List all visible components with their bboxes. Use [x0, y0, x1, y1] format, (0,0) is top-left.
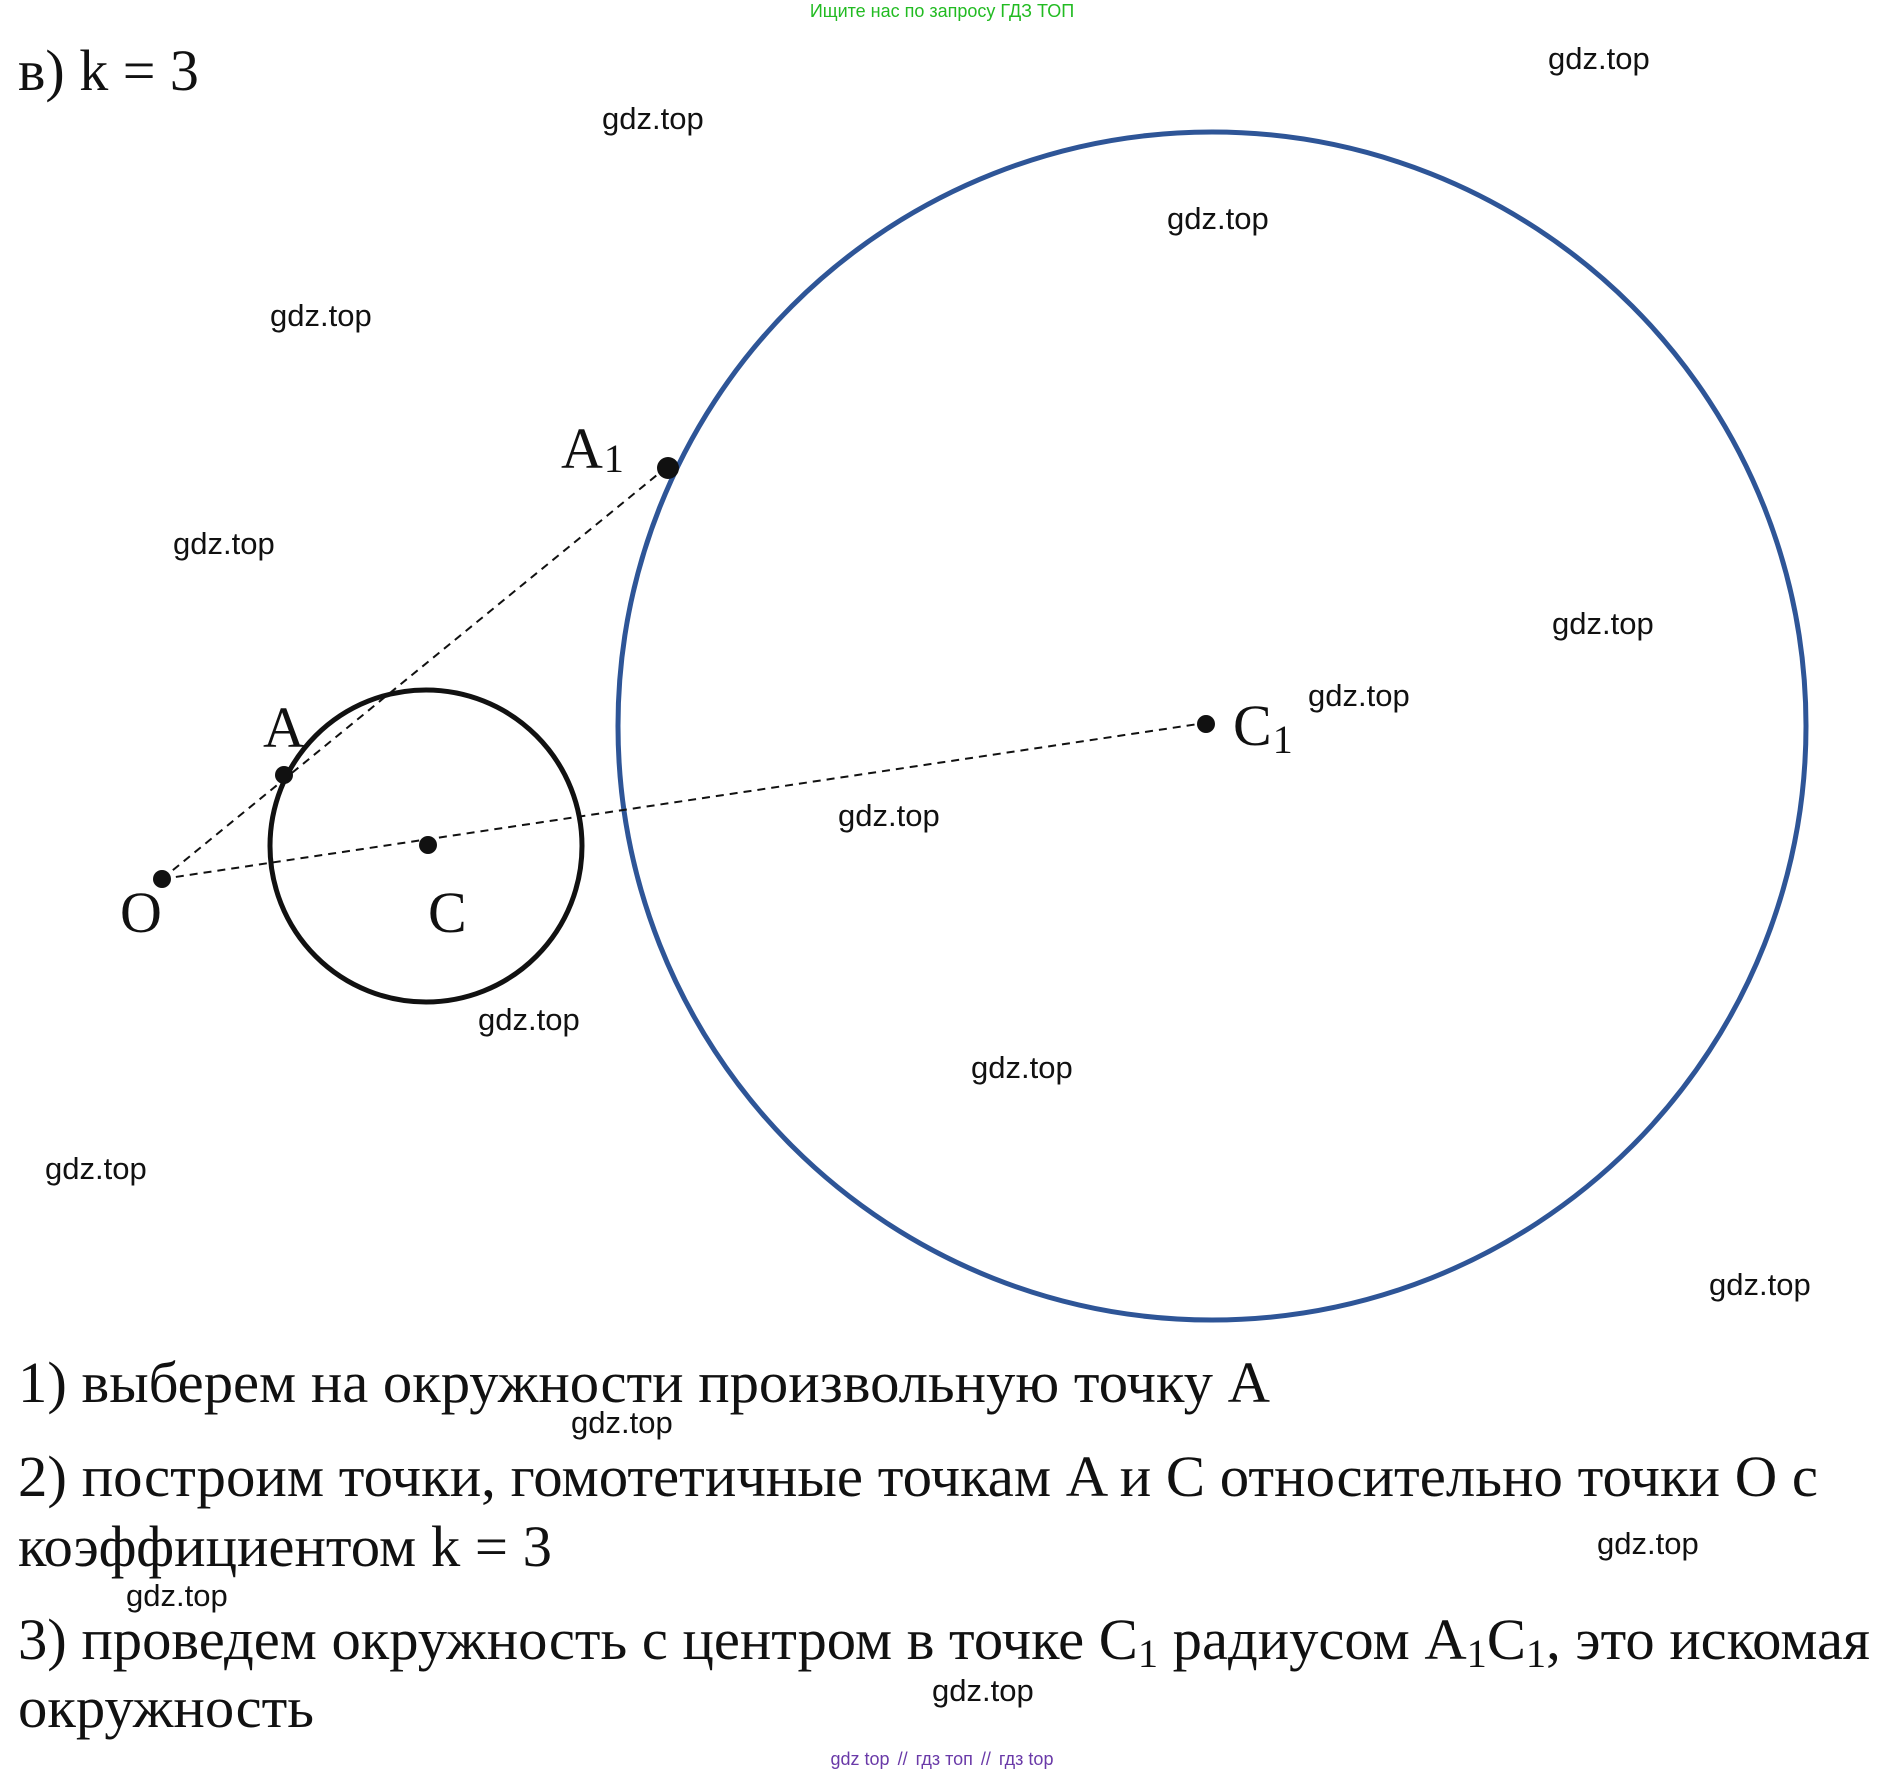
watermark: gdz.top — [1552, 606, 1654, 641]
label-c: C — [428, 880, 467, 945]
point-a — [275, 766, 293, 784]
step-2-line-1: 2) построим точки, гомотетичные точкам A и C относительно точки O с — [18, 1444, 1819, 1509]
watermark: gdz.top — [173, 526, 275, 561]
point-c — [419, 836, 437, 854]
watermark: gdz.top — [270, 298, 372, 333]
watermark: gdz.top — [838, 798, 940, 833]
label-a: A — [263, 695, 305, 760]
step-3-line-2: окружность — [18, 1675, 314, 1740]
watermark: gdz.top — [478, 1002, 580, 1037]
watermark: gdz.top — [1167, 201, 1269, 236]
footer-link-3[interactable]: гдз top — [998, 1749, 1054, 1769]
watermark: gdz.top — [932, 1673, 1034, 1708]
watermark: gdz.top — [971, 1050, 1073, 1085]
watermark: gdz.top — [1709, 1267, 1811, 1302]
top-banner: Ищите нас по запросу ГДЗ ТОП — [809, 1, 1075, 21]
ray-o-c1 — [162, 723, 1205, 879]
footer-link-2[interactable]: гдз топ — [915, 1749, 973, 1769]
watermark: gdz.top — [602, 101, 704, 136]
footer-links: gdz top // гдз топ // гдз top — [830, 1749, 1054, 1769]
watermark: gdz.top — [1308, 678, 1410, 713]
watermark: gdz.top — [1597, 1526, 1699, 1561]
step-2-line-2: коэффициентом k = 3 — [18, 1514, 552, 1579]
footer-link-1[interactable]: gdz top — [830, 1749, 890, 1769]
watermark: gdz.top — [126, 1578, 228, 1613]
point-c1 — [1197, 715, 1215, 733]
task-heading: в) k = 3 — [18, 38, 199, 103]
watermark: gdz.top — [45, 1151, 147, 1186]
label-a1: A1 — [561, 416, 624, 481]
label-o: O — [120, 880, 162, 945]
point-a1 — [657, 457, 679, 479]
watermark: gdz.top — [571, 1405, 673, 1440]
watermark: gdz.top — [1548, 41, 1650, 76]
step-3-line-1: 3) проведем окружность с центром в точке C 1 радиусом A1C1, это искомая — [18, 1607, 1867, 1676]
label-c1: C1 — [1233, 693, 1293, 762]
step-1: 1) выберем на окружности произвольную точку A — [18, 1350, 1271, 1415]
